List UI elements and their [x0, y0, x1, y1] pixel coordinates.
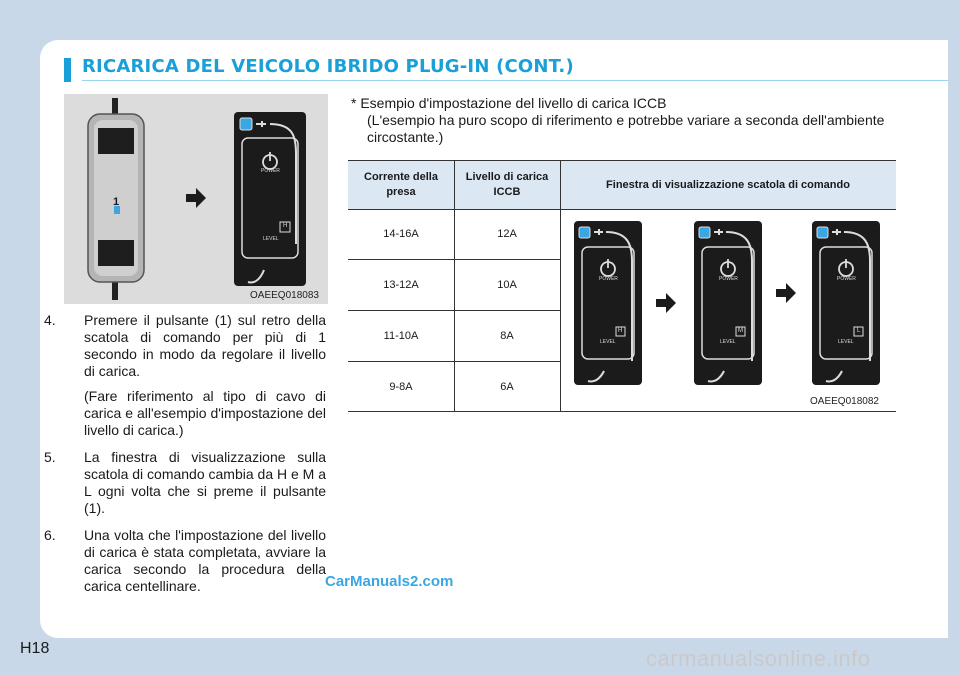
note-text: (L'esempio ha puro scopo di riferimento e potrebbe variare a seconda dell'ambiente circostante.) [367, 112, 885, 145]
note-title: * Esempio d'impostazione del livello di carica ICCB [351, 95, 667, 111]
panel-h-level-label: LEVEL [600, 339, 616, 345]
footer-watermark[interactable]: carmanualsonline.info [646, 646, 871, 671]
table-divider [454, 160, 455, 411]
control-box-illustration [64, 94, 328, 304]
panel-level-letter: H [283, 223, 288, 229]
step-text: Premere il pulsante (1) sul retro della scatola di comando per più di 1 secondo in modo da regolare il livello di carica. [84, 312, 326, 379]
note-block [351, 95, 911, 146]
panel-l [812, 221, 880, 385]
cell-socket-current: 13-12A [383, 279, 419, 291]
step-number: 6. [44, 527, 56, 543]
panel-h-power-label: POWER [599, 276, 618, 282]
cell-socket-current: 11-10A [383, 330, 419, 342]
section-title: RICARICA DEL VEICOLO IBRIDO PLUG-IN (CONT.) [82, 56, 574, 77]
display-panels-illustration [564, 209, 896, 409]
page-number: H18 [20, 640, 50, 657]
table-header [348, 160, 896, 210]
figure-right-caption: OAEEQ018082 [810, 396, 879, 407]
panel-l-power-label: POWER [837, 276, 856, 282]
cell-iccb-level: 6A [500, 381, 514, 393]
cell-socket-current: 14-16A [383, 228, 419, 240]
step-text: Una volta che l'impostazione del livello di carica è stata completata, avviare la carica secondo la procedura della carica centellinare. [84, 527, 326, 594]
control-box-figure [64, 94, 328, 304]
header-iccb-level: Livello di carica ICCB [465, 171, 549, 198]
step-note: (Fare riferimento al tipo di cavo di carica e all'esempio d'impostazione del livello di carica.) [84, 388, 326, 438]
panel-l-level-letter: L [857, 328, 861, 334]
cell-iccb-level: 12A [497, 228, 517, 240]
step-6 [44, 527, 326, 595]
panel-m-level-label: LEVEL [720, 339, 736, 345]
figure-left-caption: OAEEQ018083 [250, 290, 319, 301]
cell-iccb-level: 10A [497, 279, 517, 291]
step-4 [44, 312, 326, 439]
display-window-figure [564, 209, 896, 410]
title-accent-bar [64, 58, 71, 82]
title-rule [82, 80, 948, 81]
step-5 [44, 449, 327, 517]
steps-list [44, 312, 327, 605]
table-divider [560, 160, 561, 411]
step-number: 4. [44, 312, 56, 328]
table-bottom-rule [348, 411, 896, 412]
panel-power-label: POWER [261, 168, 280, 174]
callout-1: 1 [113, 196, 120, 208]
watermark-link[interactable]: CarManuals2.com [325, 573, 454, 590]
panel-m-power-label: POWER [719, 276, 738, 282]
panel-l-level-label: LEVEL [838, 339, 854, 345]
panel-h-level-letter: H [618, 328, 623, 334]
step-text: La finestra di visualizzazione sulla scatola di comando cambia da H e M a L ogni volta che si preme il pulsante (1). [84, 449, 327, 516]
panel-m [694, 221, 762, 385]
panel-level-label: LEVEL [263, 236, 279, 242]
step-number: 5. [44, 449, 56, 465]
panel-m-level-letter: M [738, 328, 743, 334]
cell-socket-current: 9-8A [389, 381, 413, 393]
cell-iccb-level: 8A [500, 330, 514, 342]
header-socket-current: Corrente della presa [364, 171, 438, 198]
header-display-window: Finestra di visualizzazione scatola di comando [606, 178, 850, 191]
panel-h [574, 221, 642, 385]
